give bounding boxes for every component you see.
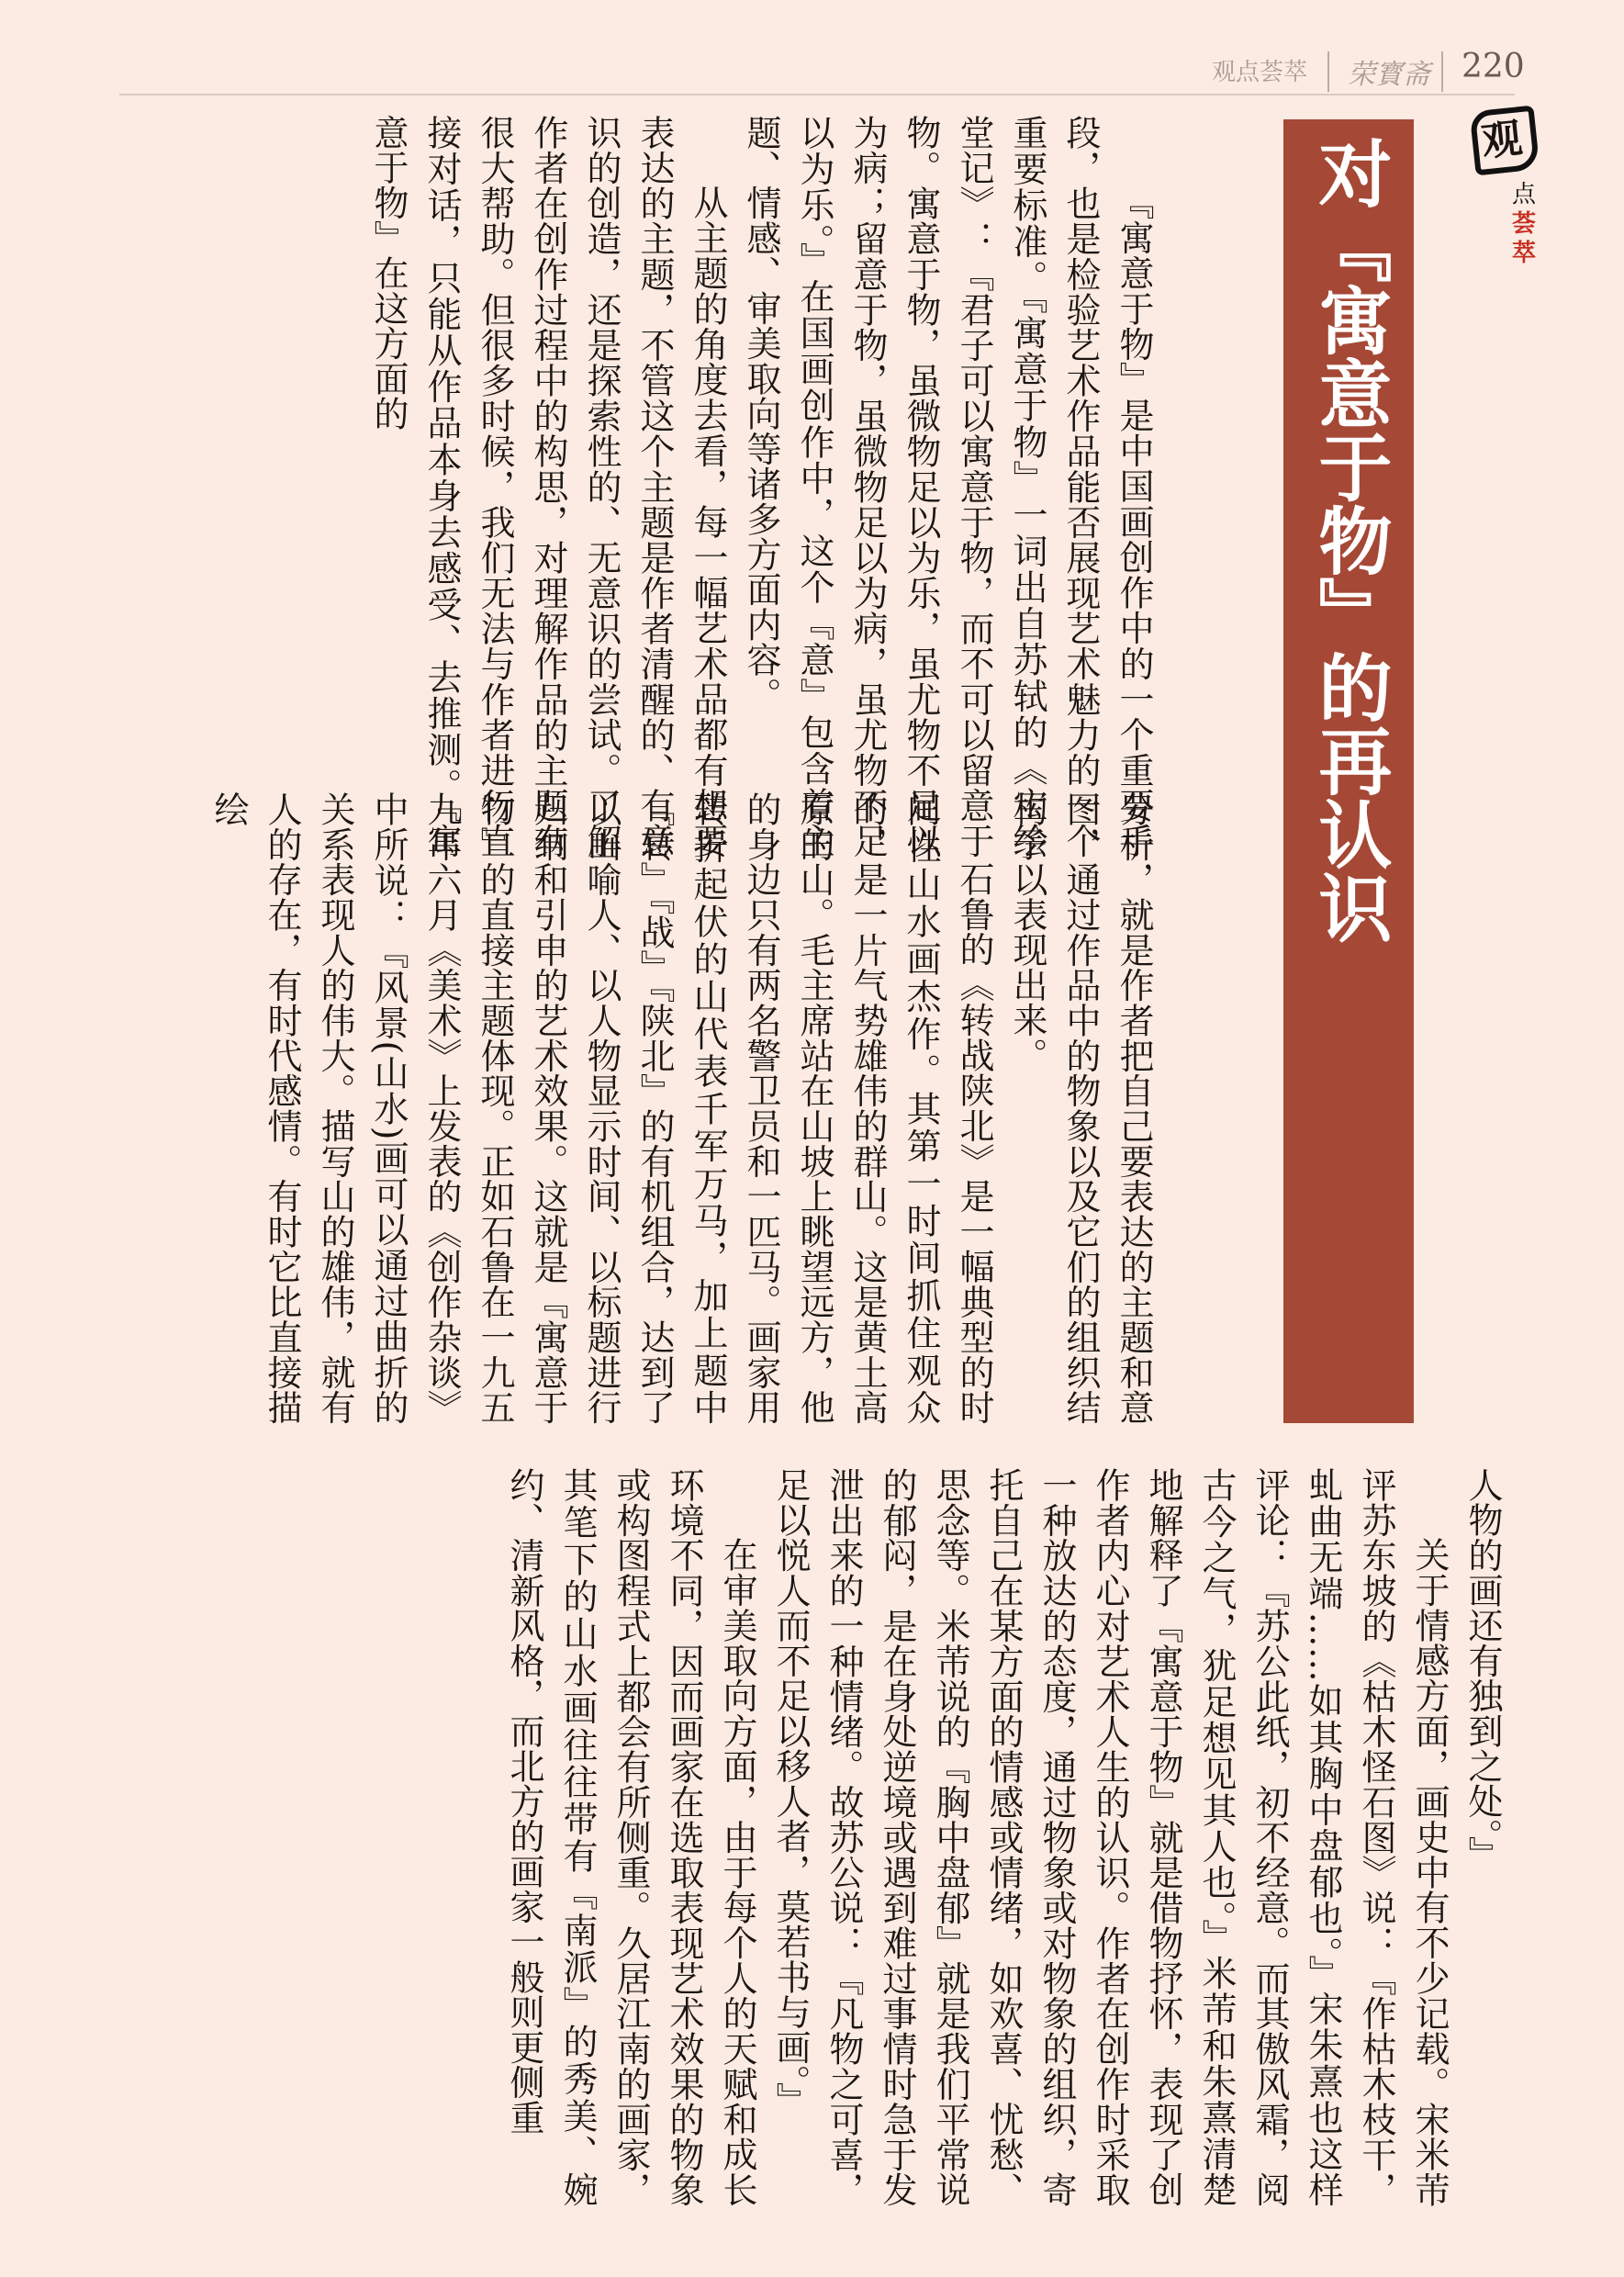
header-section-name: 观点荟萃 bbox=[1212, 59, 1308, 86]
header-brand: 荣寳斋 bbox=[1348, 59, 1430, 91]
column-logo-label bbox=[1502, 180, 1546, 268]
paragraph: 『寓意于物』是中国画创作中的一个重要手段，也是检验艺术作品能否展现艺术魅力的一个重要标准。『寓意于物』一词出自苏轼的《宝绘堂记》：『君子可以寓意于物，而不可以留意于物。寓意于物，虽微物足以为乐，虽尤物不足以为病；留意于物，虽微物足以为病，虽尤物不足以为乐。』在国画创作中，这个『意』包含着主题、情感、审美取向等诸多方面内容。 bbox=[741, 115, 1154, 858]
logo-sub-char: 点 bbox=[1511, 181, 1536, 208]
paragraph: 石鲁的《转战陕北》是一幅典型的时间性山水画杰作。其第一时间抓住观众的，是一片气势雄伟的群山。这是黄土高原的山。毛主席站在山坡上眺望远方，他的身边只有两名警卫员和一匹马。画家用转折起伏的山代表千军万马，加上题中『转』『战』『陕北』的有机组合，达到了以山喻人、以人物显示时间、以标题进行归纳和引申的艺术效果。这就是『寓意于物』的直接主题体现。正如石鲁在一九五九年六月《美术》上发表的《创作杂谈》中所说：『风景(山水)画可以通过曲折的关系表现人的伟大。描写山的雄伟，就有人的存在，有时代感情。有时它比直接描绘 bbox=[208, 791, 994, 1425]
column-logo bbox=[1473, 108, 1546, 267]
page-number: 220 bbox=[1462, 48, 1525, 85]
paragraph: 关于情感方面，画史中有不少记载。宋米芾评苏东坡的《枯木怪石图》说：『作枯木枝干，虬曲无端……如其胸中盘郁也。』宋朱熹也这样评论：『苏公此纸，初不经意。而其傲风霜，阅古今之气，犹足想见其人也。』米芾和朱熹清楚地解释了『寓意于物』就是借物抒怀，表现了创作者内心对艺术人生的认识。作者在创作时采取一种放达的态度，通过物象或对物象的组织，寄托自己在某方面的情感或情绪，如欢喜、忧愁、思念等。米芾说的『胸中盘郁』就是我们平常说的郁闷，是在身处逆境或遇到难过事情时急于发泄出来的一种情绪。故苏公说：『凡物之可喜，足以悦人而不足以移人者，莫若书与画。』 bbox=[770, 1467, 1450, 2207]
paragraph: 分析，就是作者把自己要表达的主题和意图，通过作品中的物象以及它们的组织结构予以表现出来。 bbox=[1007, 791, 1154, 1425]
header-rule bbox=[119, 94, 1515, 95]
article-body-top bbox=[147, 115, 1160, 858]
article-title: 对『寓意于物』的再认识 bbox=[1306, 136, 1392, 944]
header-divider bbox=[1441, 51, 1443, 92]
paragraph: 从主题的角度去看，每一幅艺术品都有想要表达的主题，不管这个主题是作者清醒的、有意识的创造，还是探索性的、无意识的尝试。了解作者在创作过程中的构思，对理解作品的主题有很大帮助。但很多时候，我们无法与作者进行直接对话，只能从作品本身去感受、去推测。『寓意于物』在这方面的 bbox=[368, 115, 728, 858]
article-body-bottom bbox=[147, 1467, 1509, 2207]
column-logo-mark bbox=[1470, 106, 1540, 176]
title-banner bbox=[1283, 119, 1414, 1423]
article-body-middle bbox=[147, 791, 1160, 1425]
header-divider bbox=[1327, 51, 1329, 92]
running-header bbox=[1203, 48, 1570, 90]
logo-sub-red: 荟萃 bbox=[1511, 210, 1536, 267]
paragraph: 人物的画还有独到之处。』 bbox=[1462, 1467, 1503, 1872]
paragraph: 在审美取向方面，由于每个人的天赋和成长环境不同，因而画家在选取表现艺术效果的物象或构图程式上都会有所侧重。久居江南的画家，其笔下的山水画往往带有『南派』的秀美、婉约、清新风格，而北方的画家一般则更侧重 bbox=[504, 1467, 757, 2207]
logo-main-char: 观 bbox=[1479, 115, 1525, 166]
